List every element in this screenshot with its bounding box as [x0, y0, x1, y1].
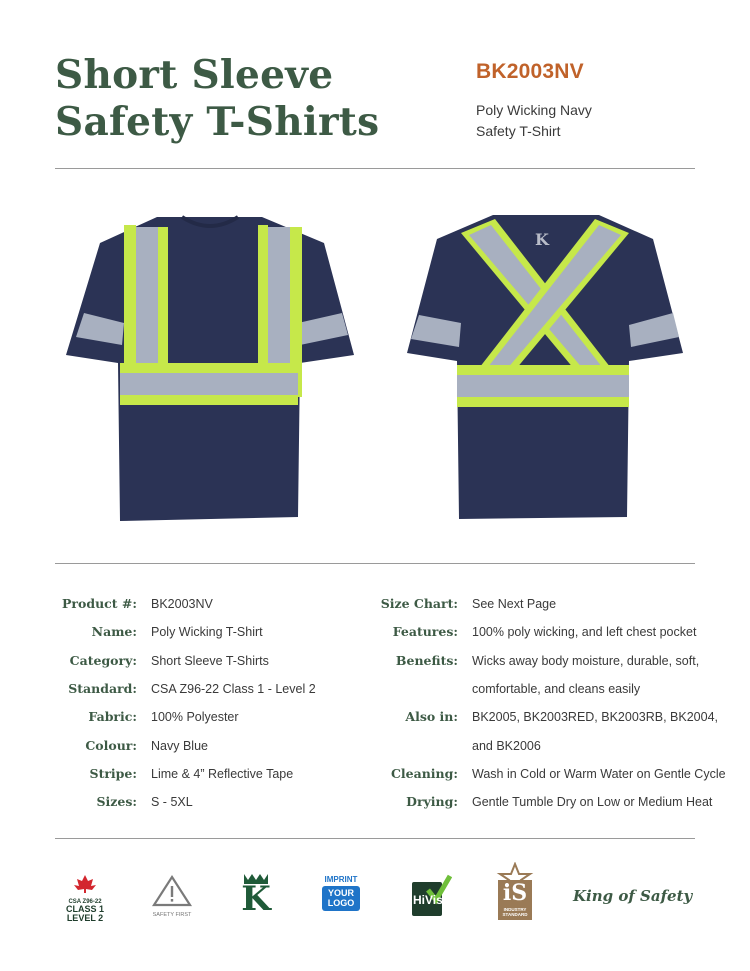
title-line-2: Safety T-Shirts — [55, 99, 380, 145]
spec-left-label: Sizes: — [96, 794, 137, 809]
product-subtitle — [476, 100, 592, 142]
spec-left-label: Fabric: — [88, 709, 137, 724]
spec-left-label: Product #: — [62, 596, 137, 611]
csa-standard-text: CSA Z96-22 — [68, 899, 102, 905]
divider-middle — [55, 563, 695, 564]
csa-class-text: CLASS 1 — [66, 904, 105, 914]
subtitle-line-1: Poly Wicking Navy — [476, 102, 592, 118]
spec-right-row — [0, 622, 750, 642]
spec-right-row — [0, 651, 750, 671]
title-line-1: Short Sleeve — [55, 52, 334, 98]
spec-left-value: S - 5XL — [151, 795, 193, 809]
king-of-safety-wordmark: King of Safety — [573, 887, 693, 905]
shirt-back-image — [403, 205, 693, 535]
spec-right-value: BK2005, BK2003RED, BK2003RB, BK2004, — [472, 710, 718, 724]
k-logo — [238, 872, 274, 922]
spec-right-value: comfortable, and cleans easily — [472, 682, 641, 696]
shirt-front-image — [62, 205, 358, 535]
spec-right-label: Cleaning: — [390, 766, 458, 781]
csa-class1-level2-badge — [66, 874, 104, 922]
spec-left-label: Standard: — [68, 681, 137, 696]
spec-right-label: Features: — [392, 624, 458, 639]
spec-right-row — [0, 707, 750, 727]
divider-bottom — [55, 838, 695, 839]
safety-first-badge — [150, 874, 194, 920]
spec-right-label: Size Chart: — [380, 596, 458, 611]
spec-right-value: See Next Page — [472, 597, 557, 611]
safety-first-text: SAFETY FIRST — [152, 912, 192, 918]
spec-left-label: Name: — [91, 624, 137, 639]
spec-right-label: Benefits: — [395, 653, 458, 668]
spec-left-value: BK2003NV — [151, 597, 213, 611]
spec-right-row — [0, 679, 750, 699]
your-text: YOUR — [327, 888, 354, 898]
spec-right-value: Wicks away body moisture, durable, soft, — [472, 654, 700, 668]
warning-triangle-icon — [150, 874, 194, 908]
svg-text:K: K — [535, 230, 549, 249]
maple-leaf-icon — [66, 874, 104, 894]
spec-left-label: Stripe: — [89, 766, 137, 781]
spec-right-label: Drying: — [406, 794, 458, 809]
product-sku: BK2003NV — [476, 60, 584, 83]
spec-right-row — [0, 594, 750, 614]
spec-right-value: Gentle Tumble Dry on Low or Medium Heat — [472, 795, 713, 809]
csa-level-text: LEVEL 2 — [66, 913, 104, 923]
page-title — [55, 52, 415, 146]
logo-text: LOGO — [327, 898, 355, 908]
spec-left-value: Short Sleeve T-Shirts — [151, 654, 269, 668]
spec-left-value: Poly Wicking T-Shirt — [151, 625, 263, 639]
is-letters: iS — [502, 880, 528, 906]
spec-left-value: CSA Z96-22 Class 1 - Level 2 — [151, 682, 316, 696]
industry-standard-badge — [494, 862, 536, 924]
spec-right-label: Also in: — [405, 709, 458, 724]
spec-left-label: Colour: — [85, 738, 137, 753]
spec-right-row — [0, 792, 750, 812]
k-letter: K — [241, 879, 271, 919]
spec-right-value: 100% poly wicking, and left chest pocket — [472, 625, 697, 639]
spec-right-row — [0, 764, 750, 784]
imprint-your-logo-badge — [322, 876, 360, 922]
imprint-text: IMPRINT — [324, 875, 358, 884]
spec-left-label: Category: — [69, 653, 137, 668]
imprint-box — [322, 886, 360, 911]
divider-top — [55, 168, 695, 169]
is-subtext: INDUSTRY STANDARD — [502, 907, 528, 917]
subtitle-line-2: Safety T-Shirt — [476, 123, 561, 139]
hivis-badge — [410, 872, 452, 918]
spec-right-value: and BK2006 — [472, 739, 541, 753]
spec-left-value: Navy Blue — [151, 739, 208, 753]
hivis-text: HiVis — [413, 893, 443, 907]
spec-right-value: Wash in Cold or Warm Water on Gentle Cycle — [472, 767, 726, 781]
spec-right-row — [0, 736, 750, 756]
spec-left-value: 100% Polyester — [151, 710, 239, 724]
spec-left-value: Lime & 4” Reflective Tape — [151, 767, 294, 781]
